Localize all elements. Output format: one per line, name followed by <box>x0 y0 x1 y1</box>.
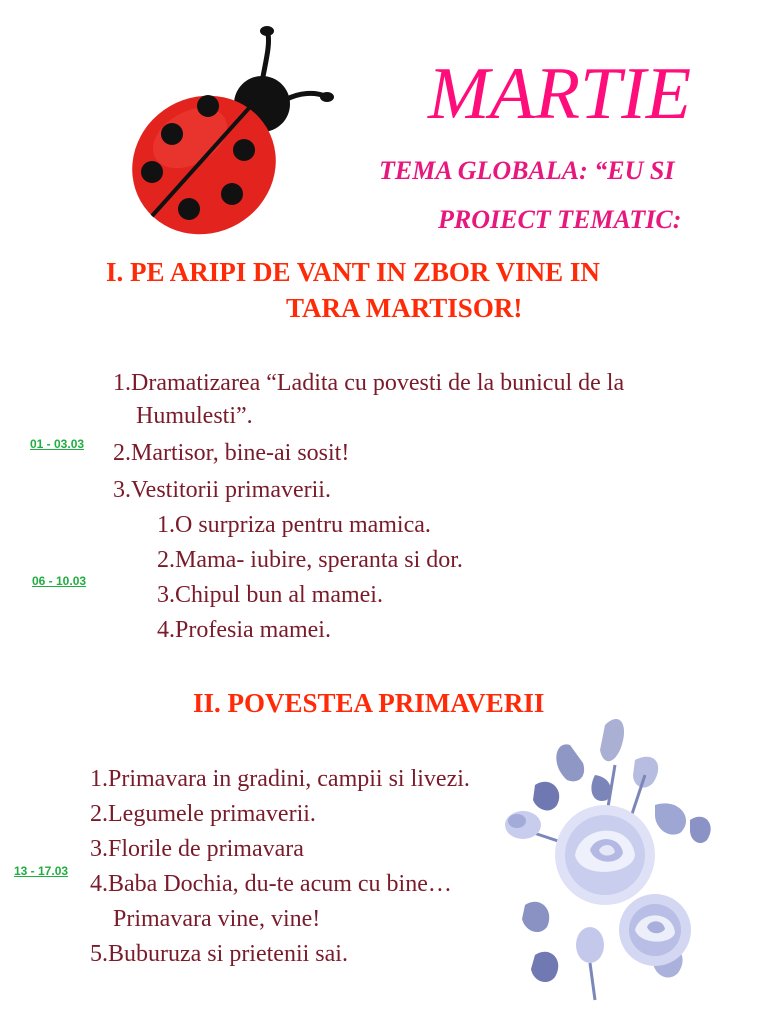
list-item: 1.Dramatizarea “Ladita cu povesti de la bunicul de la <box>113 370 625 396</box>
list-item: 3.Florile de primavara <box>90 836 304 862</box>
section2-heading: II. POVESTEA PRIMAVERII <box>193 688 545 718</box>
date-label: 06 - 10.03 <box>32 574 87 588</box>
list-item: 1.Primavara in gradini, campii si livezi. <box>90 766 470 792</box>
list-item: 5.Buburuza si prietenii sai. <box>90 941 348 967</box>
date-label: 13 - 17.03 <box>14 864 69 878</box>
date-label: 01 - 03.03 <box>30 437 85 451</box>
list-item: 2.Martisor, bine-ai sosit! <box>113 440 350 466</box>
list-item: 3.Vestitorii primaverii. <box>113 477 331 503</box>
list-item: 4.Baba Dochia, du-te acum cu bine… <box>90 871 452 897</box>
list-item: 1.O surpriza pentru mamica. <box>157 512 431 538</box>
section1-heading-line1: I. PE ARIPI DE VANT IN ZBOR VINE IN <box>106 257 600 287</box>
list-item: 2.Legumele primaverii. <box>90 801 316 827</box>
page-title: MARTIE <box>428 53 692 135</box>
tema-globala: TEMA GLOBALA: “EU SI <box>379 156 675 185</box>
list-item: 3.Chipul bun al mamei. <box>157 582 383 608</box>
list-item: 4.Profesia mamei. <box>157 617 331 643</box>
section1-heading-line2: TARA MARTISOR! <box>286 293 523 323</box>
blue-roses-icon <box>495 705 725 1005</box>
list-item: Humulesti”. <box>136 403 253 429</box>
ladybug-icon <box>120 20 340 240</box>
list-item: Primavara vine, vine! <box>113 906 321 932</box>
proiect-tematic: PROIECT TEMATIC: <box>438 205 682 234</box>
list-item: 2.Mama- iubire, speranta si dor. <box>157 547 463 573</box>
